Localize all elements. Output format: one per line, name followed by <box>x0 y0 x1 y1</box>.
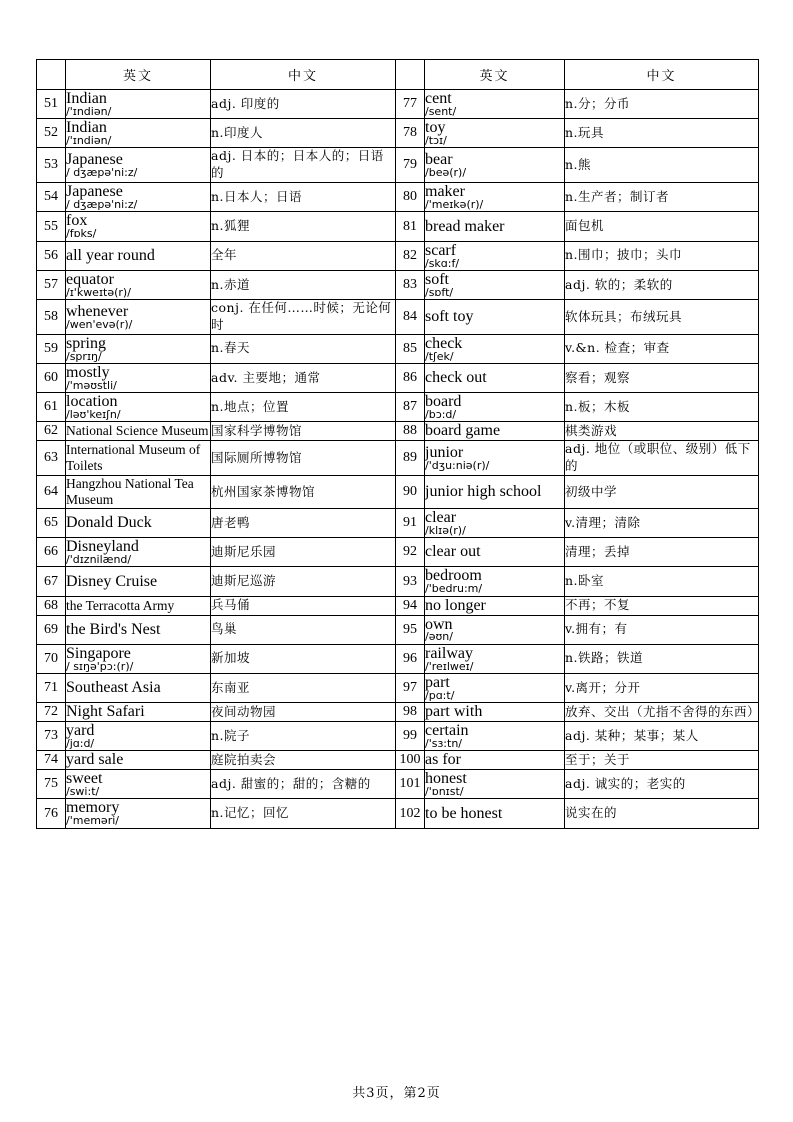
row-number-left: 63 <box>37 441 66 476</box>
table-row <box>37 441 759 476</box>
english-cell-left <box>66 212 211 241</box>
chinese-cell-right: n.生产者；制订者 <box>565 183 759 212</box>
chinese-cell-right: v.&n. 检查；审查 <box>565 334 759 363</box>
chinese-cell-right: n.板；木板 <box>565 393 759 422</box>
row-number-right: 91 <box>396 508 425 537</box>
phonetic-text: /'meɪkə(r)/ <box>425 198 484 212</box>
phonetic-text: /ləʊ'keɪʃn/ <box>66 408 121 422</box>
chinese-cell-left: n.狐狸 <box>211 212 396 241</box>
english-cell-left <box>66 508 211 537</box>
table-row <box>37 751 759 770</box>
row-number-left: 52 <box>37 119 66 148</box>
english-word: toy <box>425 119 446 137</box>
row-number-left: 74 <box>37 751 66 770</box>
english-cell-left <box>66 334 211 363</box>
chinese-cell-left: adv. 主要地；通常 <box>211 364 396 393</box>
chinese-cell-right: n.熊 <box>565 148 759 183</box>
english-word: scarf <box>425 241 457 259</box>
english-word: cent <box>425 90 452 107</box>
row-number-right: 90 <box>396 476 425 509</box>
phonetic-text: /sent/ <box>425 104 457 118</box>
chinese-cell-left: 全年 <box>211 241 396 270</box>
english-cell-right <box>425 596 565 615</box>
table-row <box>37 90 759 119</box>
phonetic-text: /pɑ:t/ <box>425 688 455 702</box>
row-number-left: 55 <box>37 212 66 241</box>
phonetic-text: /fɒks/ <box>66 227 97 241</box>
table-row <box>37 673 759 702</box>
english-cell-right <box>425 334 565 363</box>
english-word: Night Safari <box>66 703 145 721</box>
english-word: Indian <box>66 119 107 137</box>
english-word: junior high school <box>425 483 542 501</box>
phonetic-text: /klɪə(r)/ <box>425 523 466 537</box>
table-row <box>37 722 759 751</box>
english-word: Southeast Asia <box>66 679 161 697</box>
english-word: memory <box>66 799 120 817</box>
english-word: Disneyland <box>66 538 139 556</box>
english-cell-right <box>425 441 565 476</box>
chinese-cell-left: n.记忆；回忆 <box>211 799 396 828</box>
row-number-right: 101 <box>396 770 425 799</box>
row-number-right: 100 <box>396 751 425 770</box>
english-cell-left <box>66 799 211 828</box>
row-number-left: 51 <box>37 90 66 119</box>
english-word: mostly <box>66 364 110 382</box>
table-row <box>37 393 759 422</box>
table-row <box>37 119 759 148</box>
english-word: soft <box>425 270 449 288</box>
chinese-cell-left: 鸟巢 <box>211 615 396 644</box>
chinese-cell-left: n.春天 <box>211 334 396 363</box>
english-cell-right <box>425 270 565 299</box>
header-number-right <box>396 60 425 90</box>
chinese-cell-left: 庭院拍卖会 <box>211 751 396 770</box>
phonetic-text: /wen'evə(r)/ <box>66 317 133 331</box>
phonetic-text: /jɑ:d/ <box>66 737 95 750</box>
english-word: Disney Cruise <box>66 572 158 590</box>
english-cell-left <box>66 770 211 799</box>
english-word: board <box>425 393 462 411</box>
phonetic-text: /əʊn/ <box>425 630 453 644</box>
chinese-cell-right: 初级中学 <box>565 476 759 509</box>
english-cell-right <box>425 393 565 422</box>
english-cell-left <box>66 567 211 596</box>
row-number-right: 98 <box>396 703 425 722</box>
row-number-right: 87 <box>396 393 425 422</box>
english-cell-left <box>66 722 211 751</box>
english-word: Hangzhou National Tea Museum <box>66 476 194 508</box>
chinese-cell-left: 迪斯尼巡游 <box>211 567 396 596</box>
row-number-right: 82 <box>396 241 425 270</box>
english-word: bedroom <box>425 567 482 585</box>
english-cell-right <box>425 799 565 828</box>
chinese-cell-left: 迪斯尼乐园 <box>211 538 396 567</box>
row-number-right: 88 <box>396 422 425 441</box>
phonetic-text: /beə(r)/ <box>425 166 467 180</box>
english-cell-right <box>425 148 565 183</box>
english-word: location <box>66 393 118 411</box>
english-word: sweet <box>66 770 103 788</box>
table-header-row <box>37 60 759 90</box>
chinese-cell-left: n.地点；位置 <box>211 393 396 422</box>
table-row <box>37 364 759 393</box>
chinese-cell-left: adj. 印度的 <box>211 90 396 119</box>
header-english-right: 英文 <box>425 60 565 90</box>
row-number-left: 64 <box>37 476 66 509</box>
chinese-cell-right: n.分；分币 <box>565 90 759 119</box>
english-word: Japanese <box>66 183 123 201</box>
english-word: part <box>425 673 450 691</box>
chinese-cell-right: 软体玩具；布绒玩具 <box>565 300 759 335</box>
chinese-cell-left: n.赤道 <box>211 270 396 299</box>
row-number-left: 56 <box>37 241 66 270</box>
english-cell-right <box>425 508 565 537</box>
chinese-cell-right: n.玩具 <box>565 119 759 148</box>
english-word: fox <box>66 212 88 230</box>
chinese-cell-right: v.拥有；有 <box>565 615 759 644</box>
english-cell-right <box>425 644 565 673</box>
row-number-left: 60 <box>37 364 66 393</box>
english-word: Singapore <box>66 644 131 662</box>
phonetic-text: /'ɒnɪst/ <box>425 785 464 799</box>
row-number-left: 69 <box>37 615 66 644</box>
row-number-left: 61 <box>37 393 66 422</box>
english-word: spring <box>66 334 106 352</box>
row-number-left: 67 <box>37 567 66 596</box>
english-word: board game <box>425 422 501 440</box>
chinese-cell-right: v.清理；清除 <box>565 508 759 537</box>
chinese-cell-right: adj. 某种；某事；某人 <box>565 722 759 751</box>
row-number-right: 93 <box>396 567 425 596</box>
english-word: the Terracotta Army <box>66 597 175 613</box>
row-number-right: 78 <box>396 119 425 148</box>
table-row <box>37 300 759 335</box>
phonetic-text: /tɔɪ/ <box>425 134 447 148</box>
english-word: Indian <box>66 90 107 107</box>
english-cell-right <box>425 90 565 119</box>
table-row <box>37 212 759 241</box>
phonetic-text: / dʒæpə'ni:z/ <box>66 166 138 180</box>
english-cell-right <box>425 119 565 148</box>
phonetic-text: /'bedru:m/ <box>425 582 483 596</box>
english-cell-right <box>425 722 565 751</box>
english-cell-left <box>66 751 211 770</box>
chinese-cell-right: 说实在的 <box>565 799 759 828</box>
english-cell-right <box>425 212 565 241</box>
english-word: yard sale <box>66 751 124 769</box>
phonetic-text: /'ɪndiən/ <box>66 134 112 148</box>
english-cell-left <box>66 364 211 393</box>
table-body <box>37 90 759 829</box>
phonetic-text: /sɒft/ <box>425 285 454 299</box>
table-row <box>37 148 759 183</box>
english-cell-left <box>66 476 211 509</box>
row-number-right: 96 <box>396 644 425 673</box>
table-row <box>37 703 759 722</box>
row-number-left: 62 <box>37 422 66 441</box>
table-row <box>37 799 759 828</box>
chinese-cell-left: 夜间动物园 <box>211 703 396 722</box>
english-cell-left <box>66 615 211 644</box>
chinese-cell-left: 国家科学博物馆 <box>211 422 396 441</box>
row-number-right: 80 <box>396 183 425 212</box>
english-word: International Museum of Toilets <box>66 442 201 474</box>
row-number-left: 72 <box>37 703 66 722</box>
row-number-right: 95 <box>396 615 425 644</box>
english-word: clear out <box>425 543 481 561</box>
chinese-cell-left: 新加坡 <box>211 644 396 673</box>
english-cell-right <box>425 241 565 270</box>
english-word: Japanese <box>66 151 123 169</box>
header-english-left: 英文 <box>66 60 211 90</box>
row-number-left: 76 <box>37 799 66 828</box>
chinese-cell-right: 面包机 <box>565 212 759 241</box>
phonetic-text: /tʃek/ <box>425 349 454 363</box>
header-chinese-right: 中文 <box>565 60 759 90</box>
row-number-right: 83 <box>396 270 425 299</box>
header-chinese-left: 中文 <box>211 60 396 90</box>
row-number-right: 97 <box>396 673 425 702</box>
phonetic-text: /'reɪlweɪ/ <box>425 659 474 673</box>
english-word: bread maker <box>425 217 505 235</box>
english-cell-left <box>66 703 211 722</box>
chinese-cell-left: n.院子 <box>211 722 396 751</box>
english-cell-left <box>66 90 211 119</box>
english-word: to be honest <box>425 804 503 822</box>
row-number-left: 58 <box>37 300 66 335</box>
row-number-right: 86 <box>396 364 425 393</box>
english-cell-right <box>425 751 565 770</box>
english-cell-right <box>425 673 565 702</box>
phonetic-text: /'məʊstli/ <box>66 378 117 392</box>
table-row <box>37 538 759 567</box>
vocabulary-table <box>36 59 759 829</box>
row-number-left: 73 <box>37 722 66 751</box>
english-word: National Science Museum <box>66 423 209 439</box>
phonetic-text: /sprɪŋ/ <box>66 349 102 363</box>
row-number-left: 57 <box>37 270 66 299</box>
row-number-left: 70 <box>37 644 66 673</box>
english-word: soft toy <box>425 307 474 325</box>
table-row <box>37 596 759 615</box>
english-cell-right <box>425 183 565 212</box>
chinese-cell-right: v.离开；分开 <box>565 673 759 702</box>
phonetic-text: /skɑ:f/ <box>425 256 460 270</box>
english-word: railway <box>425 644 473 662</box>
english-cell-right <box>425 538 565 567</box>
row-number-right: 79 <box>396 148 425 183</box>
english-cell-left <box>66 119 211 148</box>
row-number-left: 65 <box>37 508 66 537</box>
chinese-cell-right: n.卧室 <box>565 567 759 596</box>
english-cell-right <box>425 422 565 441</box>
english-word: clear <box>425 508 457 526</box>
english-cell-right <box>425 364 565 393</box>
chinese-cell-right: 放弃、交出（尤指不舍得的东西） <box>565 703 759 722</box>
table-row <box>37 422 759 441</box>
row-number-right: 77 <box>396 90 425 119</box>
chinese-cell-left: 兵马俑 <box>211 596 396 615</box>
table-row <box>37 476 759 509</box>
english-cell-left <box>66 441 211 476</box>
phonetic-text: /'dɪznilænd/ <box>66 553 132 567</box>
english-cell-left <box>66 644 211 673</box>
header-number-left <box>37 60 66 90</box>
row-number-left: 53 <box>37 148 66 183</box>
english-word: certain <box>425 722 469 740</box>
english-word: as for <box>425 751 461 769</box>
chinese-cell-left: 杭州国家茶博物馆 <box>211 476 396 509</box>
row-number-right: 81 <box>396 212 425 241</box>
english-cell-right <box>425 567 565 596</box>
english-word: yard <box>66 722 95 740</box>
chinese-cell-right: adj. 地位（或职位、级别）低下的 <box>565 441 759 476</box>
table-row <box>37 508 759 537</box>
chinese-cell-left: conj. 在任何……时候；无论何时 <box>211 300 396 335</box>
row-number-right: 89 <box>396 441 425 476</box>
table-row <box>37 615 759 644</box>
row-number-left: 59 <box>37 334 66 363</box>
chinese-cell-right: adj. 软的；柔软的 <box>565 270 759 299</box>
english-cell-left <box>66 673 211 702</box>
table-row <box>37 183 759 212</box>
row-number-right: 92 <box>396 538 425 567</box>
english-cell-right <box>425 300 565 335</box>
chinese-cell-right: 至于；关于 <box>565 751 759 770</box>
chinese-cell-right: n.铁路；铁道 <box>565 644 759 673</box>
chinese-cell-left: 唐老鸭 <box>211 508 396 537</box>
english-cell-left <box>66 183 211 212</box>
chinese-cell-left: adj. 日本的；日本人的；日语的 <box>211 148 396 183</box>
phonetic-text: /'sɜ:tn/ <box>425 737 463 750</box>
english-word: all year round <box>66 246 155 264</box>
english-word: check out <box>425 369 487 387</box>
phonetic-text: /'meməri/ <box>66 814 119 828</box>
chinese-cell-left: 国际厕所博物馆 <box>211 441 396 476</box>
row-number-right: 99 <box>396 722 425 751</box>
chinese-cell-left: adj. 甜蜜的；甜的；含糖的 <box>211 770 396 799</box>
english-word: honest <box>425 770 467 788</box>
english-cell-left <box>66 422 211 441</box>
english-cell-left <box>66 241 211 270</box>
table-row <box>37 241 759 270</box>
chinese-cell-right: 察看；观察 <box>565 364 759 393</box>
english-cell-right <box>425 703 565 722</box>
phonetic-text: / sɪŋə'pɔ:(r)/ <box>66 659 134 673</box>
table-row <box>37 567 759 596</box>
english-word: part with <box>425 703 483 721</box>
row-number-right: 102 <box>396 799 425 828</box>
phonetic-text: /'ɪndiən/ <box>66 104 112 118</box>
page-footer: 共3页，第2页 <box>352 1086 441 1101</box>
english-word: own <box>425 615 453 633</box>
english-cell-left <box>66 596 211 615</box>
chinese-cell-right: 不再；不复 <box>565 596 759 615</box>
english-cell-left <box>66 148 211 183</box>
chinese-cell-left: 东南亚 <box>211 673 396 702</box>
chinese-cell-left: n.印度人 <box>211 119 396 148</box>
english-word: bear <box>425 151 453 169</box>
table-row <box>37 644 759 673</box>
phonetic-text: / dʒæpə'ni:z/ <box>66 198 138 212</box>
chinese-cell-left: n.日本人；日语 <box>211 183 396 212</box>
english-cell-left <box>66 300 211 335</box>
row-number-left: 71 <box>37 673 66 702</box>
chinese-cell-right: 棋类游戏 <box>565 422 759 441</box>
chinese-cell-right: n.围巾；披巾；头巾 <box>565 241 759 270</box>
phonetic-text: /bɔ:d/ <box>425 408 457 422</box>
table-row <box>37 270 759 299</box>
english-cell-right <box>425 615 565 644</box>
english-cell-right <box>425 476 565 509</box>
english-word: junior <box>425 444 464 462</box>
english-word: check <box>425 334 463 352</box>
table-row <box>37 770 759 799</box>
english-word: Donald Duck <box>66 514 152 532</box>
phonetic-text: /'dʒu:niə(r)/ <box>425 459 490 473</box>
row-number-right: 85 <box>396 334 425 363</box>
table-row <box>37 334 759 363</box>
chinese-cell-right: adj. 诚实的；老实的 <box>565 770 759 799</box>
english-word: whenever <box>66 302 129 320</box>
english-word: maker <box>425 183 465 201</box>
row-number-right: 84 <box>396 300 425 335</box>
english-word: equator <box>66 270 114 288</box>
english-word: no longer <box>425 596 486 614</box>
row-number-left: 54 <box>37 183 66 212</box>
row-number-left: 75 <box>37 770 66 799</box>
row-number-left: 66 <box>37 538 66 567</box>
english-cell-left <box>66 538 211 567</box>
english-word: the Bird's Nest <box>66 620 161 638</box>
chinese-cell-right: 清理；丢掉 <box>565 538 759 567</box>
english-cell-left <box>66 270 211 299</box>
phonetic-text: /swi:t/ <box>66 785 100 799</box>
english-cell-right <box>425 770 565 799</box>
english-cell-left <box>66 393 211 422</box>
phonetic-text: /ɪ'kweɪtə(r)/ <box>66 285 131 299</box>
row-number-right: 94 <box>396 596 425 615</box>
row-number-left: 68 <box>37 596 66 615</box>
